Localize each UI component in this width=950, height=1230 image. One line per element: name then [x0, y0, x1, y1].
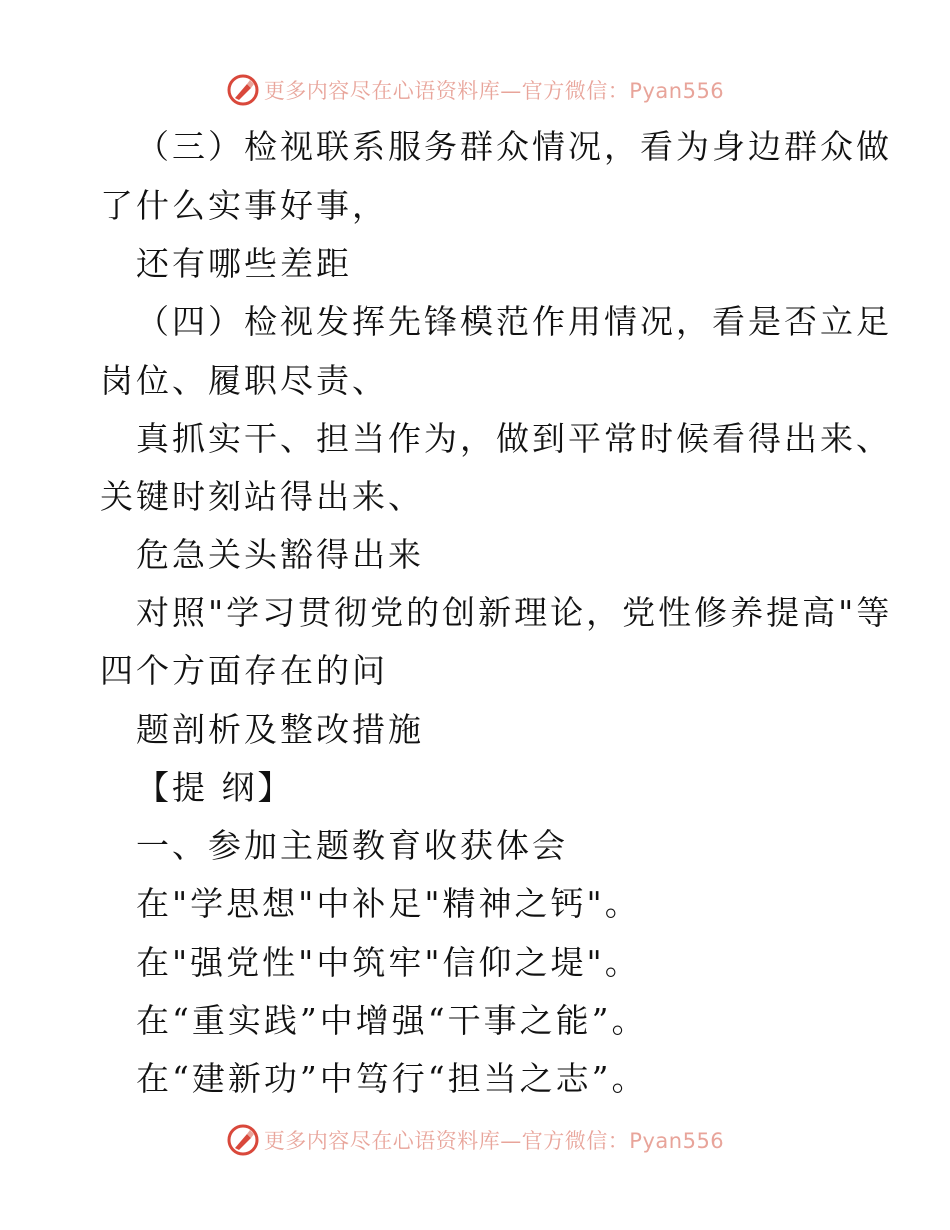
body-line: 岗位、履职尽责、 [100, 361, 388, 400]
pen-nib-logo-icon [226, 1123, 260, 1157]
body-line: 了什么实事好事， [100, 186, 388, 225]
body-line: 题剖析及整改措施 [136, 710, 424, 749]
body-line: 在"学思想"中补足"精神之钙"。 [136, 884, 641, 923]
body-line: 关键时刻站得出来、 [100, 477, 424, 516]
header-watermark [0, 70, 950, 110]
body-line: 在"强党性"中筑牢"信仰之堤"。 [136, 943, 641, 982]
watermark-text: 更多内容尽在心语资料库—官方微信：Pyan556 [263, 79, 725, 103]
footer-watermark [0, 1120, 950, 1160]
section-heading: 一、参加主题教育收获体会 [136, 826, 568, 865]
outline-heading: 【提 纲】 [136, 768, 294, 807]
body-line: 四个方面存在的问 [100, 651, 388, 690]
body-line: 在“重实践”中增强“干事之能”。 [136, 1001, 648, 1040]
body-line: （四）检视发挥先锋模范作用情况，看是否立足 [136, 302, 892, 341]
body-line: 在“建新功”中笃行“担当之志”。 [136, 1059, 648, 1098]
body-line: （三）检视联系服务群众情况，看为身边群众做 [136, 127, 892, 166]
watermark-text: 更多内容尽在心语资料库—官方微信：Pyan556 [263, 1129, 725, 1153]
body-line: 危急关头豁得出来 [136, 535, 424, 574]
body-line: 还有哪些差距 [136, 244, 352, 283]
pen-nib-logo-icon [226, 73, 260, 107]
body-line: 真抓实干、担当作为，做到平常时候看得出来、 [136, 419, 892, 458]
body-line: 对照"学习贯彻党的创新理论，党性修养提高"等 [136, 593, 893, 632]
